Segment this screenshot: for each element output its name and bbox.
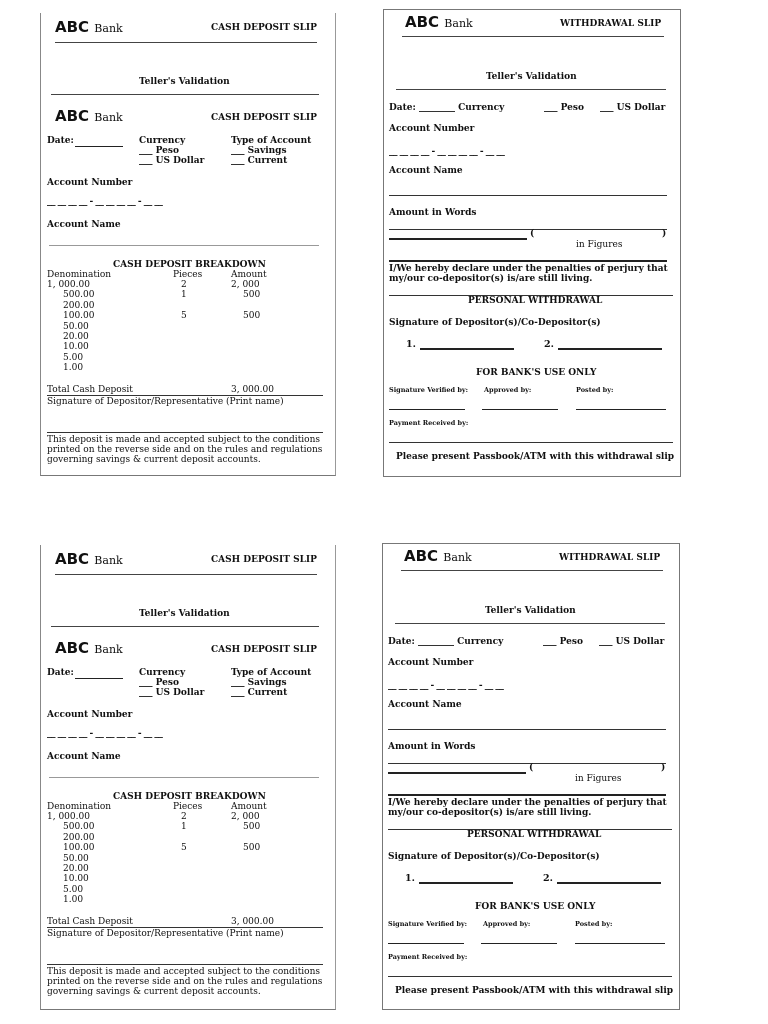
amount-figures-field[interactable] <box>388 772 526 774</box>
row-amount[interactable]: 2, 000 <box>231 812 260 822</box>
posted-by-label: Posted by: <box>576 386 614 394</box>
row-pieces[interactable]: 2 <box>181 280 187 290</box>
date-field[interactable] <box>75 678 123 679</box>
row-pieces[interactable]: 5 <box>181 311 187 322</box>
posted-by-field[interactable] <box>576 409 666 410</box>
slip-title: WITHDRAWAL SLIP <box>559 553 661 563</box>
account-name-label: Account Name <box>388 700 462 710</box>
bank-logo: ABC Bank <box>55 107 123 125</box>
terms-text: This deposit is made and accepted subject to the conditions printed on the reverse side and on the rules and regulations governing savings & current deposit accounts. <box>47 435 323 465</box>
posted-by-field[interactable] <box>575 943 665 944</box>
signature-verified-label: Signature Verified by: <box>388 920 468 928</box>
personal-withdrawal-title: PERSONAL WITHDRAWAL <box>468 296 603 306</box>
account-name-label: Account Name <box>389 166 463 176</box>
withdrawal-slip <box>383 9 681 477</box>
posted-by-label: Posted by: <box>575 920 613 928</box>
banks-use-title: FOR BANK'S USE ONLY <box>475 902 596 912</box>
banks-use-title: FOR BANK'S USE ONLY <box>476 368 597 378</box>
us-dollar-option[interactable]: ___ US Dollar <box>139 688 205 698</box>
total-label: Total Cash Deposit <box>47 917 133 927</box>
amount-words-label: Amount in Words <box>388 742 476 752</box>
personal-withdrawal-title: PERSONAL WITHDRAWAL <box>467 830 602 840</box>
signature-label: Signature of Depositor/Representative (Print name) <box>47 397 284 407</box>
date-field[interactable] <box>75 146 123 147</box>
cash-deposit-slip <box>40 545 336 1010</box>
footer-note: Please present Passbook/ATM with this withdrawal slip <box>395 986 674 996</box>
savings-option[interactable]: ___ Savings <box>231 678 287 688</box>
col-pieces: Pieces <box>173 802 203 812</box>
divider <box>401 570 663 571</box>
row-denomination: 5.00 <box>63 352 84 363</box>
type-of-account-label: Type of Account <box>231 136 312 146</box>
signature-verified-field[interactable] <box>389 409 465 410</box>
row-denomination: 50.00 <box>63 321 89 332</box>
row-pieces[interactable]: 2 <box>181 812 187 822</box>
account-name-field[interactable] <box>49 777 319 778</box>
row-denomination: 1.00 <box>63 895 84 906</box>
in-figures-label: in Figures <box>575 774 622 784</box>
cash-deposit-slip <box>40 13 336 476</box>
currency-label: Currency <box>139 136 186 146</box>
slip-title: CASH DEPOSIT SLIP <box>211 23 317 33</box>
account-name-label: Account Name <box>47 220 121 230</box>
withdrawal-slip <box>382 543 680 1010</box>
open-paren: ( <box>529 763 534 773</box>
tellers-validation: Teller's Validation <box>139 609 230 619</box>
divider <box>402 36 664 37</box>
row-denomination: 10.00 <box>63 874 89 885</box>
approved-by-label: Approved by: <box>484 386 532 394</box>
tellers-validation: Teller's Validation <box>139 77 230 87</box>
signature-verified-label: Signature Verified by: <box>389 386 469 394</box>
terms-text: This deposit is made and accepted subject to the conditions printed on the reverse side and on the rules and regulations governing savings & current deposit accounts. <box>47 967 323 997</box>
peso-option[interactable]: ___ Peso <box>543 637 583 647</box>
peso-option[interactable]: ___ Peso <box>544 103 584 113</box>
payment-received-label: Payment Received by: <box>389 419 469 427</box>
row-denomination: 1, 000.00 <box>47 812 90 822</box>
total-label: Total Cash Deposit <box>47 385 133 395</box>
savings-option[interactable]: ___ Savings <box>231 146 287 156</box>
payment-received-field[interactable] <box>389 442 673 443</box>
date-label: Date: <box>47 136 74 146</box>
type-of-account-label: Type of Account <box>231 668 312 678</box>
account-name-field[interactable] <box>49 245 319 246</box>
account-number-field[interactable]: __ __ __ __ - __ __ __ __ - __ __ <box>47 729 163 739</box>
divider <box>51 94 319 95</box>
signature-line-2[interactable] <box>557 882 661 884</box>
bank-logo: ABC Bank <box>404 547 472 565</box>
col-denomination: Denomination <box>47 802 112 812</box>
row-amount[interactable]: 500 <box>243 843 261 854</box>
row-denomination: 20.00 <box>63 864 89 874</box>
row-amount[interactable]: 500 <box>243 290 261 301</box>
close-paren: ) <box>662 229 667 239</box>
open-paren: ( <box>530 229 535 239</box>
currency-label: Currency <box>139 668 186 678</box>
breakdown-title: CASH DEPOSIT BREAKDOWN <box>113 792 266 802</box>
date-row: Date: ________ Currency <box>388 637 504 647</box>
signature-verified-field[interactable] <box>388 943 464 944</box>
approved-by-field[interactable] <box>481 943 557 944</box>
us-dollar-option[interactable]: ___ US Dollar <box>139 156 205 166</box>
bank-logo: ABC Bank <box>55 550 123 568</box>
approved-by-label: Approved by: <box>483 920 531 928</box>
current-option[interactable]: ___ Current <box>231 156 288 166</box>
date-label: Date: <box>47 668 74 678</box>
us-dollar-option[interactable]: ___ US Dollar <box>600 103 666 113</box>
sig1-label: 1. <box>406 339 416 350</box>
peso-option[interactable]: ___ Peso <box>139 146 179 156</box>
row-pieces[interactable]: 1 <box>181 290 187 301</box>
divider <box>47 395 323 396</box>
sig1-label: 1. <box>405 873 415 884</box>
row-denomination: 100.00 <box>63 311 95 322</box>
row-denomination: 500.00 <box>63 822 95 833</box>
tellers-validation: Teller's Validation <box>485 606 576 616</box>
signature-line-1[interactable] <box>420 348 514 350</box>
signature-label: Signature of Depositor(s)/Co-Depositor(s) <box>388 852 600 862</box>
payment-received-label: Payment Received by: <box>388 953 468 961</box>
tellers-validation: Teller's Validation <box>486 72 577 82</box>
sig2-label: 2. <box>543 873 553 884</box>
row-pieces[interactable]: 5 <box>181 843 187 854</box>
amount-figures-field[interactable] <box>389 238 527 240</box>
declaration-text: I/We hereby declare under the penalties of perjury that my/our co-depositor(s) is/are still living. <box>388 798 667 818</box>
sig2-label: 2. <box>544 339 554 350</box>
row-denomination: 5.00 <box>63 884 84 895</box>
account-number-label: Account Number <box>47 178 133 188</box>
divider <box>395 623 665 624</box>
signature-line-1[interactable] <box>419 882 513 884</box>
row-denomination: 500.00 <box>63 290 95 301</box>
slip-title: WITHDRAWAL SLIP <box>560 19 662 29</box>
divider <box>47 927 323 928</box>
account-name-field[interactable] <box>388 729 666 730</box>
amount-words-field[interactable] <box>389 229 667 230</box>
divider <box>396 89 666 90</box>
col-pieces: Pieces <box>173 270 203 280</box>
row-denomination: 200.00 <box>63 300 95 311</box>
total-value: 3, 000.00 <box>231 385 274 395</box>
approved-by-field[interactable] <box>482 409 558 410</box>
col-amount: Amount <box>231 270 267 280</box>
account-number-field[interactable]: __ __ __ __ - __ __ __ __ - __ __ <box>389 147 505 157</box>
row-denomination: 50.00 <box>63 853 89 864</box>
account-number-label: Account Number <box>389 124 475 134</box>
declaration-text: I/We hereby declare under the penalties of perjury that my/our co-depositor(s) is/are still living. <box>389 264 668 284</box>
divider <box>55 42 317 43</box>
slip-title: CASH DEPOSIT SLIP <box>211 645 317 655</box>
account-name-label: Account Name <box>47 752 121 762</box>
signature-label: Signature of Depositor/Representative (Print name) <box>47 929 284 939</box>
current-option[interactable]: ___ Current <box>231 688 288 698</box>
bank-logo: ABC Bank <box>55 18 123 36</box>
us-dollar-option[interactable]: ___ US Dollar <box>599 637 665 647</box>
slip-title: CASH DEPOSIT SLIP <box>211 113 317 123</box>
divider <box>389 260 667 262</box>
signature-line[interactable] <box>47 964 323 965</box>
row-denomination: 1.00 <box>63 363 84 374</box>
signature-label: Signature of Depositor(s)/Co-Depositor(s) <box>389 318 601 328</box>
row-denomination: 100.00 <box>63 843 95 854</box>
divider <box>51 626 319 627</box>
breakdown-title: CASH DEPOSIT BREAKDOWN <box>113 260 266 270</box>
slip-title: CASH DEPOSIT SLIP <box>211 555 317 565</box>
bank-logo: ABC Bank <box>55 639 123 657</box>
date-row: Date: ________ Currency <box>389 103 505 113</box>
close-paren: ) <box>661 763 666 773</box>
row-denomination: 10.00 <box>63 342 89 353</box>
payment-received-field[interactable] <box>388 976 672 977</box>
signature-line[interactable] <box>47 432 323 433</box>
peso-option[interactable]: ___ Peso <box>139 678 179 688</box>
col-denomination: Denomination <box>47 270 112 280</box>
row-denomination: 1, 000.00 <box>47 280 90 290</box>
account-name-field[interactable] <box>389 195 667 196</box>
row-amount[interactable]: 500 <box>243 311 261 322</box>
in-figures-label: in Figures <box>576 240 623 250</box>
row-pieces[interactable]: 1 <box>181 822 187 833</box>
amount-words-label: Amount in Words <box>389 208 477 218</box>
signature-line-2[interactable] <box>558 348 662 350</box>
divider <box>55 574 317 575</box>
total-value: 3, 000.00 <box>231 917 274 927</box>
amount-words-field[interactable] <box>388 763 666 764</box>
row-denomination: 200.00 <box>63 832 95 843</box>
row-amount[interactable]: 2, 000 <box>231 280 260 290</box>
divider <box>388 794 666 796</box>
account-number-field[interactable]: __ __ __ __ - __ __ __ __ - __ __ <box>47 197 163 207</box>
account-number-field[interactable]: __ __ __ __ - __ __ __ __ - __ __ <box>388 681 504 691</box>
account-number-label: Account Number <box>388 658 474 668</box>
footer-note: Please present Passbook/ATM with this withdrawal slip <box>396 452 675 462</box>
row-denomination: 20.00 <box>63 332 89 342</box>
col-amount: Amount <box>231 802 267 812</box>
row-amount[interactable]: 500 <box>243 822 261 833</box>
bank-logo: ABC Bank <box>405 13 473 31</box>
account-number-label: Account Number <box>47 710 133 720</box>
